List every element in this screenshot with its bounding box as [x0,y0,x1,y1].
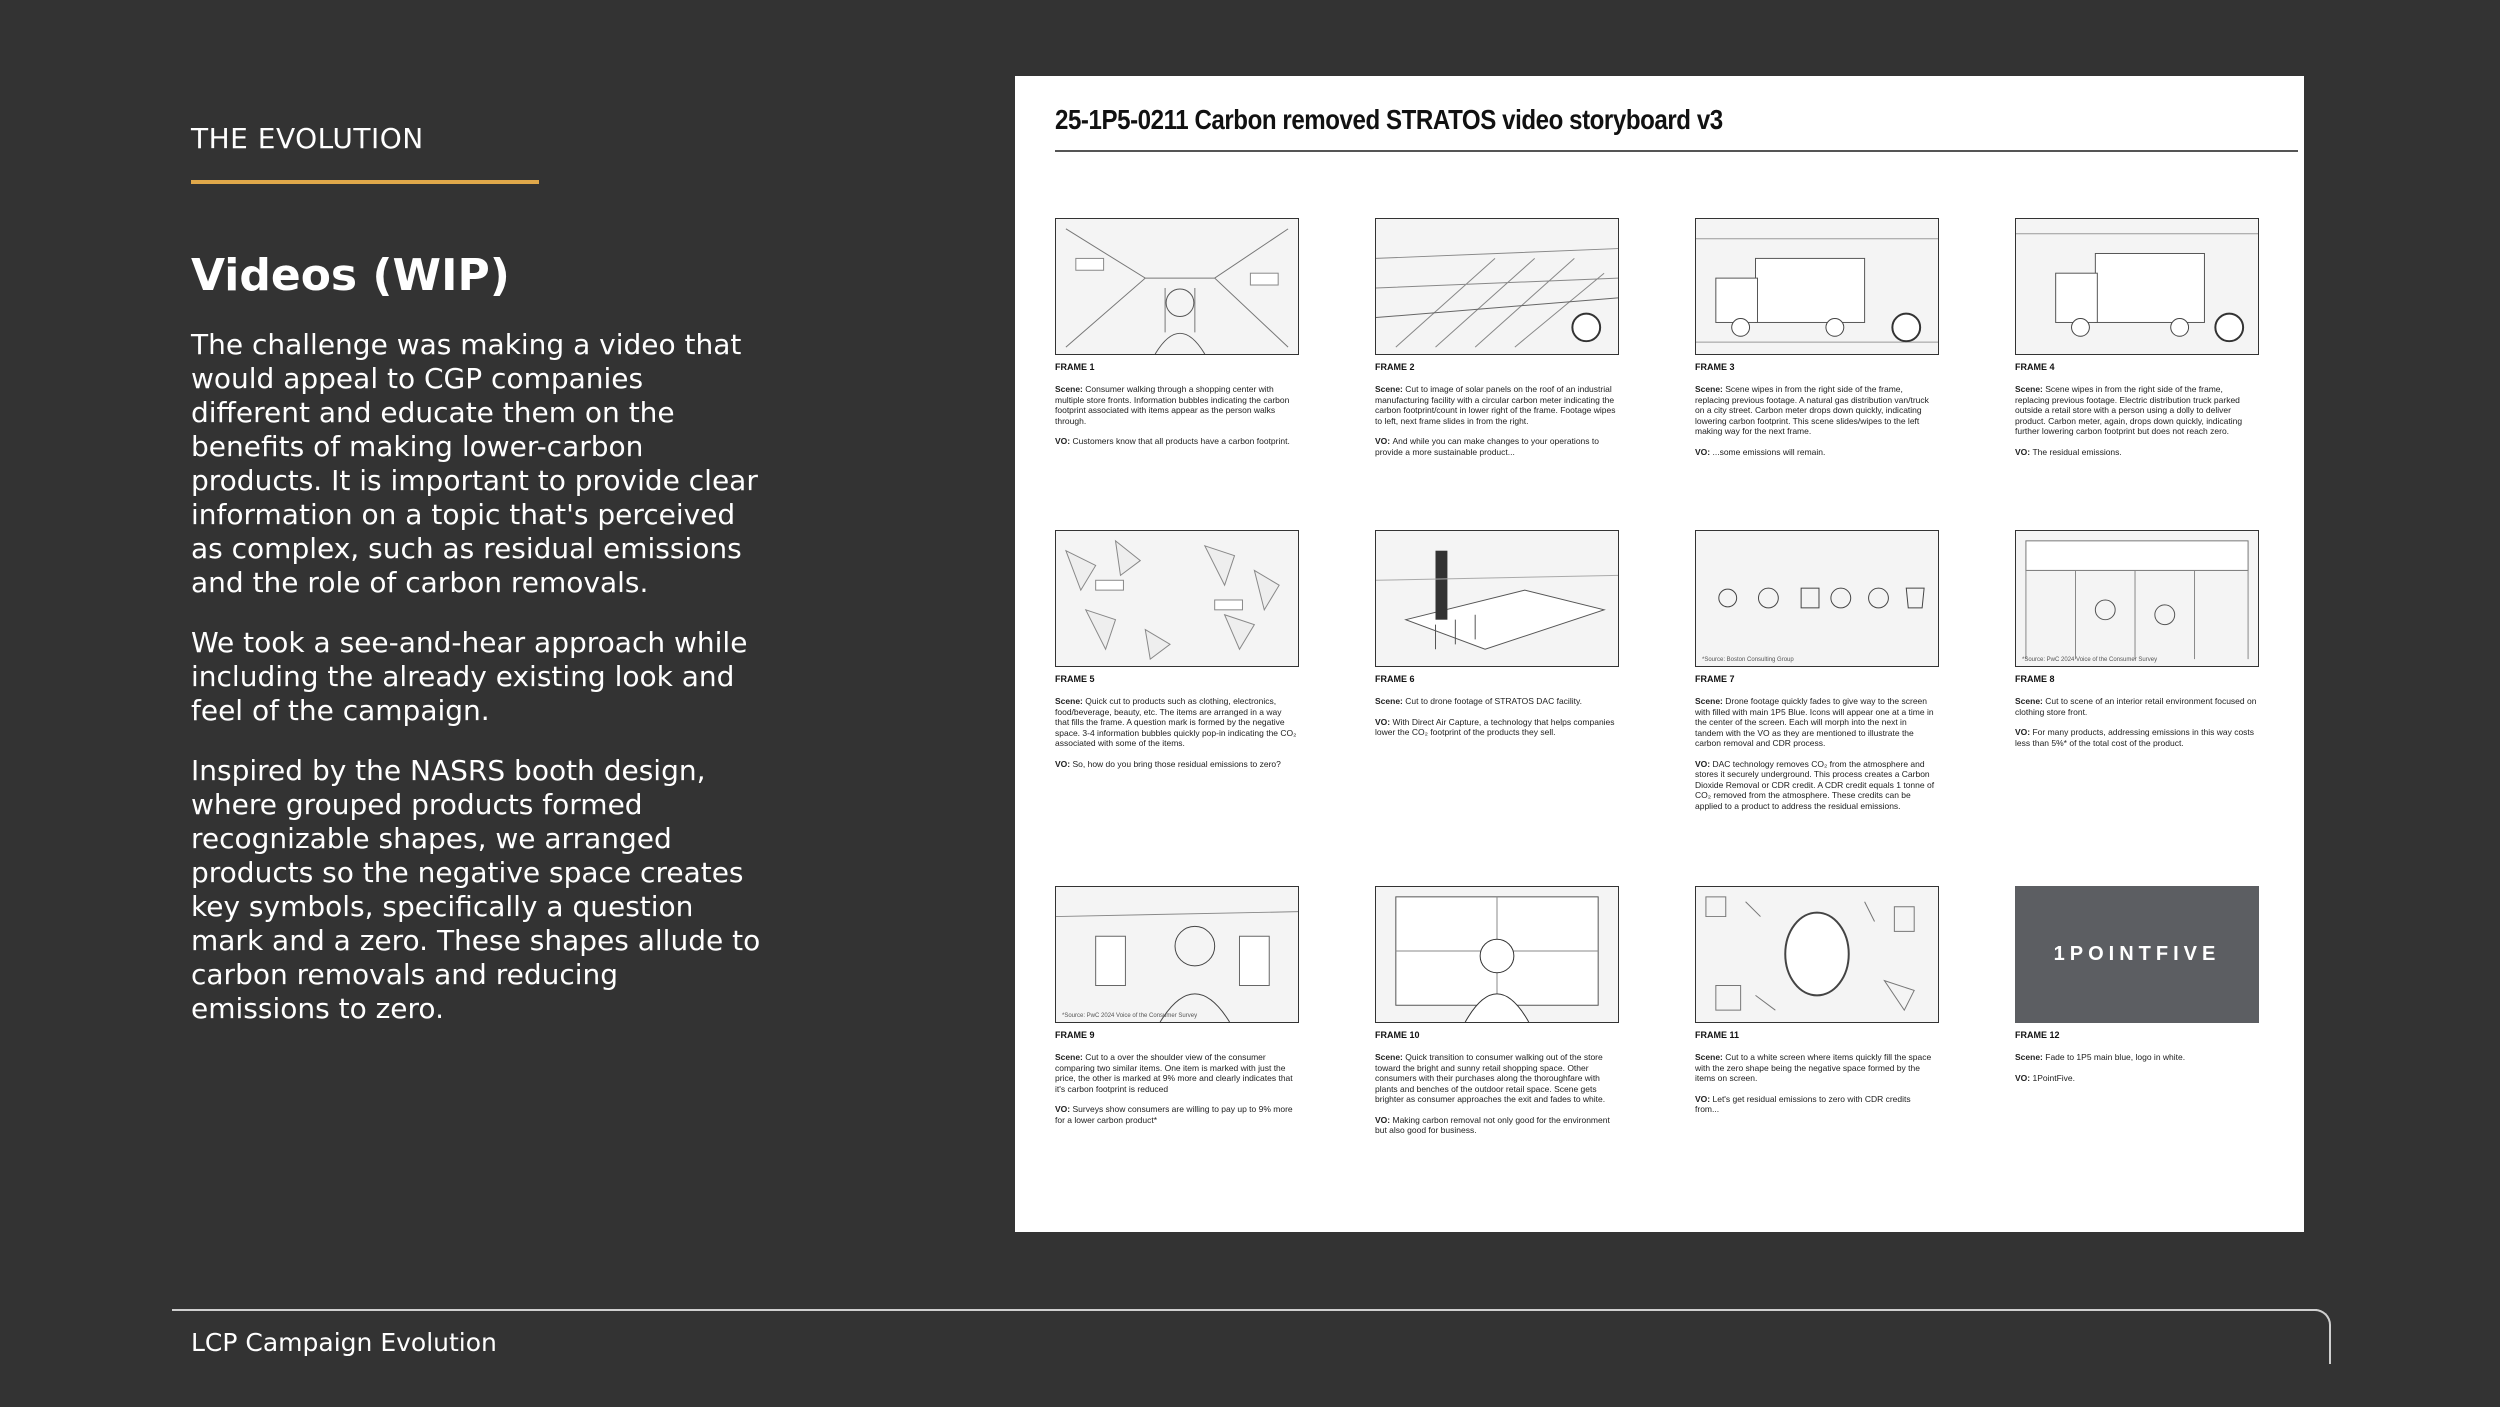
frame-scene: Scene: Drone footage quickly fades to give way to the screen with filled with main 1P5 Blue. Icons will appear one at a time in the center of the screen. Each will morph into the next in tandem with the VO as they are mentioned to illustrate the carbon removal and CDR process. [1695,696,1934,748]
frame-sketch [1375,218,1619,355]
sketch-drawing [2016,531,2258,666]
slide-title: Videos (WIP) [191,250,510,301]
sketch-drawing [1056,531,1298,666]
footer-rule-end [2329,1338,2331,1364]
storyboard-rule [1055,150,2298,152]
storyboard-image [1015,76,2304,1232]
storyboard-frame [1695,886,1939,1115]
frame-label: FRAME 1 [1055,362,1095,372]
storyboard-frame [1375,530,1619,738]
frame-scene: Scene: Quick transition to consumer walking out of the store toward the bright and sunny retail shopping space. Other consumers with their purchases along the thoroughfare with plants and benches of the outdoor retail space. Scene gets brighter as consumer approaches the exit and fades to white. [1375,1052,1606,1104]
storyboard-frame [1695,218,1939,457]
footer-rule [172,1309,2317,1311]
frame-scene: Scene: Fade to 1P5 main blue, logo in white. [2015,1052,2186,1062]
sketch-drawing [1696,531,1938,666]
frame-label: FRAME 6 [1375,674,1415,684]
sketch-drawing [1056,219,1298,354]
frame-scene: Scene: Scene wipes in from the right side of the frame, replacing previous footage. A natural gas distribution van/truck on a city street. Carbon meter drops down quickly, indicating lowering carbon footprint. This scene slides/wipes to the left making way for the next frame. [1695,384,1929,436]
footer-text: LCP Campaign Evolution [191,1328,497,1357]
frame-scene: Scene: Cut to a white screen where items quickly fill the space with the zero shape being the negative space formed by the items on screen. [1695,1052,1932,1083]
brand-logo-panel [2015,886,2259,1023]
frame-source-note: *Source: PwC 2024 Voice of the Consumer Survey [1062,1013,1198,1019]
frame-sketch [2015,218,2259,355]
frame-voiceover: VO: Surveys show consumers are willing to pay up to 9% more for a lower carbon product* [1055,1104,1293,1125]
frame-voiceover: VO: The residual emissions. [2015,446,2122,457]
frame-scene: Scene: Quick cut to products such as clothing, electronics, food/beverage, beauty, etc. The items are arranged in a way that fills the frame. A question mark is formed by the negative space. 3-4 information bubbles quickly pop-in indicating the CO₂ associated with some of the items. [1055,696,1297,748]
frame-label: FRAME 8 [2015,674,2055,684]
frame-voiceover: VO: And while you can make changes to your operations to provide a more sustainable product... [1375,436,1599,457]
paragraph-3: Inspired by the NASRS booth design, where grouped products formed recognizable shapes, we arranged products so the negative space creates key symbols, specifically a question mark and a zero. These shapes allude to carbon removals and reducing emissions to zero. [191,754,761,1025]
sketch-drawing [1056,887,1298,1022]
storyboard-frame [1375,218,1619,457]
frame-sketch [1695,886,1939,1023]
frame-voiceover: VO: Let's get residual emissions to zero with CDR credits from... [1695,1093,1911,1114]
frame-label: FRAME 2 [1375,362,1415,372]
frame-label: FRAME 4 [2015,362,2055,372]
frame-label: FRAME 10 [1375,1030,1420,1040]
frame-sketch [1375,886,1619,1023]
footer-rule-corner [2301,1309,2331,1339]
frame-sketch [1055,886,1299,1023]
storyboard-frame [1695,530,1939,811]
sketch-drawing [1696,887,1938,1022]
frame-label: FRAME 12 [2015,1030,2060,1040]
frame-voiceover: VO: With Direct Air Capture, a technology that helps companies lower the CO₂ footprint of the products they sell. [1375,716,1615,737]
frame-scene: Scene: Scene wipes in from the right side of the frame, replacing previous footage. Electric distribution truck parked outside a retail store with a person using a dolly to deliver product. Carbon meter, again, drops down quickly, indicating further lowering carbon footprint but does not reach zero. [2015,384,2243,436]
frame-source-note: *Source: PwC 2024 Voice of the Consumer Survey [2022,657,2158,663]
frame-sketch [1695,530,1939,667]
accent-rule [191,180,539,184]
brand-logo: 1POINTFIVE [2053,943,2221,965]
frame-label: FRAME 5 [1055,674,1095,684]
frame-sketch [1055,530,1299,667]
frame-voiceover: VO: Customers know that all products have a carbon footprint. [1055,436,1290,446]
frame-voiceover: VO: For many products, addressing emissions in this way costs less than 5%* of the total cost of the product. [2015,727,2255,748]
frame-voiceover: VO: DAC technology removes CO₂ from the atmosphere and stores it securely underground. This process creates a Carbon Dioxide Removal or CDR credit. A CDR credit equals 1 tonne of CO₂ removed from the atmosphere. These credits can be applied to a product to address the residual emissions. [1695,758,1935,811]
storyboard-frame [1055,530,1299,769]
sketch-drawing [1376,219,1618,354]
storyboard-frame [2015,218,2259,457]
sketch-drawing [2016,219,2258,354]
frame-label: FRAME 3 [1695,362,1735,372]
frame-voiceover: VO: ...some emissions will remain. [1695,446,1826,457]
frame-scene: Scene: Cut to a over the shoulder view of the consumer comparing two similar items. One item is marked with just the price, the other is marked at 9% more and clearly indicates that it's carbon footprint is reduced [1055,1052,1293,1094]
sketch-drawing [1376,531,1618,666]
frame-voiceover: VO: 1PointFive. [2015,1072,2076,1083]
storyboard-title: 25-1P5-0211 Carbon removed STRATOS video storyboard v3 [1055,104,1723,135]
storyboard-frame [2015,530,2259,748]
frame-label: FRAME 11 [1695,1030,1740,1040]
frame-sketch [1695,218,1939,355]
frame-scene: Scene: Cut to image of solar panels on the roof of an industrial manufacturing facility with a circular carbon meter indicating the carbon footprint/count in lower right of the frame. Footage wipes to left, next frame slides in from the right. [1375,384,1616,426]
paragraph-1: The challenge was making a video that would appeal to CGP companies different and educate them on the benefits of making lower-carbon products. It is important to provide clear information on a topic that's perceived as complex, such as residual emissions and the role of carbon removals. [191,328,758,599]
frame-label: FRAME 7 [1695,674,1735,684]
frame-sketch [2015,530,2259,667]
frame-sketch [1375,530,1619,667]
storyboard-frame [1375,886,1619,1136]
frame-source-note: *Source: Boston Consulting Group [1702,657,1794,663]
storyboard-frame [1055,886,1299,1125]
paragraph-2: We took a see-and-hear approach while including the already existing look and feel of the campaign. [191,626,748,727]
section-label: THE EVOLUTION [191,122,424,155]
storyboard-frame [2015,886,2259,1083]
frame-scene: Scene: Consumer walking through a shopping center with multiple store fronts. Information bubbles indicating the carbon footprint associated with items appear as the person walks through. [1055,384,1290,426]
frame-voiceover: VO: So, how do you bring those residual emissions to zero? [1055,758,1281,769]
sketch-drawing [1696,219,1938,354]
frame-scene: Scene: Cut to drone footage of STRATOS DAC facility. [1375,696,1582,706]
frame-sketch [1055,218,1299,355]
storyboard-frame [1055,218,1299,447]
frame-label: FRAME 9 [1055,1030,1095,1040]
frame-voiceover: VO: Making carbon removal not only good for the environment but also good for business. [1375,1114,1610,1135]
frame-scene: Scene: Cut to scene of an interior retail environment focused on clothing store front. [2015,696,2257,717]
body-text [191,328,761,1052]
sketch-drawing [1376,887,1618,1022]
